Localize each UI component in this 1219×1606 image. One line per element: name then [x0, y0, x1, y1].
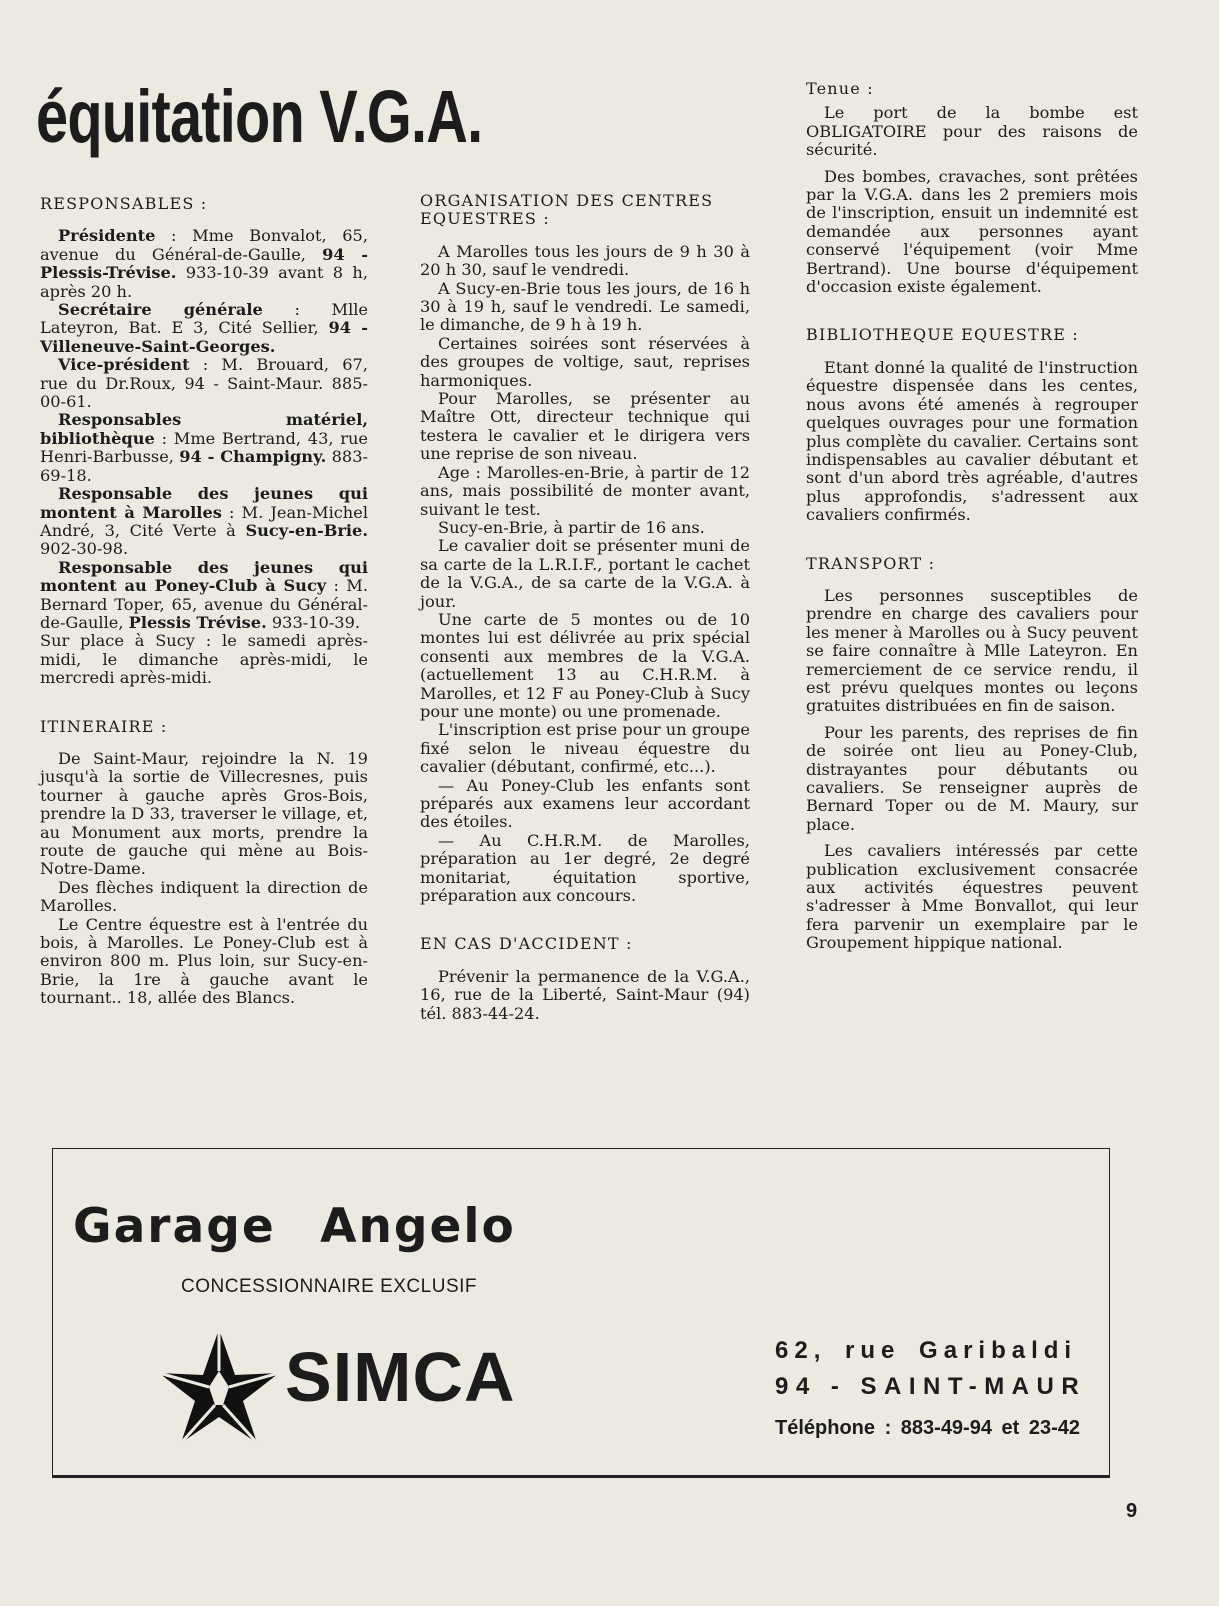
paragraph-vice	[40, 356, 368, 411]
heading-itineraire: ITINERAIRE :	[40, 716, 168, 736]
heading-transport: TRANSPORT :	[806, 553, 936, 573]
paragraph-tenue-1: Le port de la bombe est OBLIGATOIRE pour des raisons de sécurité.	[806, 103, 1138, 160]
paragraph-org-5: Age : Marolles-en-Brie, à partir de 12 ans, mais possibilité de monter avant, suivant le test.	[420, 462, 750, 519]
label-poney: Responsable des jeunes qui montent au Poney-Club à Sucy	[40, 557, 368, 596]
tail-jeunes: 902-30-98.	[40, 539, 129, 559]
text-poney: : M. Bernard Toper, 65, avenue du Général-de-Gaulle,	[40, 576, 369, 632]
paragraph-surplace: Sur place à Sucy : le samedi après-midi, le dimanche après-midi, le mercredi après-midi.	[40, 631, 368, 688]
label-jeunes: Responsable des jeunes qui montent à Marolles	[40, 484, 368, 522]
paragraph-transport-3: Les cavaliers intéressés par cette publication exclusivement consacrée aux activités équestres peuvent s'adresser à Mme Bonvallot, qui leur fera parvenir un exemplaire par le Groupement hippique national.	[806, 841, 1138, 953]
city-materiel: 94 - Champigny.	[179, 447, 327, 467]
label-secretaire: Secrétaire générale	[58, 300, 263, 320]
paragraph-tenue-2: Des bombes, cravaches, sont prêtées par la V.G.A. dans les 2 premiers mois de l'inscription, ensuit un indemnité est demandée aux personnes ayant conservé l'équipement (voir Mme Bertrand). Une bourse d'équipement d'occasion existe également.	[806, 166, 1138, 297]
paragraph-org-3: Certaines soirées sont réservées à des groupes de voltige, saut, reprises harmoniques.	[420, 333, 750, 390]
city-jeunes: Sucy-en-Brie.	[245, 520, 368, 540]
text-jeunes: : M. Jean-Michel André, 3, Cité Verte à	[40, 502, 368, 540]
paragraph-org-2: A Sucy-en-Brie tous les jours, de 16 h 30 à 19 h, sauf le vendredi. Le samedi, le dimanche, de 9 h à 19 h.	[420, 278, 750, 335]
paragraph-presidente	[40, 227, 368, 301]
heading-tenue: Tenue :	[806, 79, 874, 98]
paragraph-transport-2: Pour les parents, des reprises de fin de soirée ont lieu au Poney-Club, distrayantes pour débutants ou cavaliers. Se renseigner auprès de Bernard Toper ou de M. Maury, sur place.	[806, 722, 1138, 834]
text-vice: : M. Brouard, 67, rue du Dr.Roux, 94 - Saint-Maur. 885-00-61.	[40, 355, 368, 412]
paragraph-materiel	[40, 411, 368, 485]
ad-address-city: 94 - SAINT-MAUR	[775, 1373, 1087, 1400]
advertisement-box	[52, 1148, 1110, 1478]
label-materiel: Responsables matériel, bibliothèque	[40, 410, 368, 448]
heading-responsables: RESPONSABLES :	[40, 194, 208, 213]
column-middle	[420, 192, 750, 1023]
paragraph-bibliotheque: Etant donné la qualité de l'instruction équestre dispensée dans les centes, nous avons été amenés à regrouper quelques ouvrages pour une formation plus complète du cavalier. Certains sont indispensables au cavalier débutant et sont d'un abord très agréable, d'autres plus approfondis, s'adressent aux cavaliers confirmés.	[806, 357, 1138, 525]
paragraph-org-1: A Marolles tous les jours de 9 h 30 à 20 h 30, sauf le vendredi.	[420, 241, 750, 280]
tail-poney: 933-10-39.	[266, 612, 361, 632]
paragraph-org-10: — Au Poney-Club les enfants sont préparés aux examens leur accordant des étoiles.	[420, 775, 750, 832]
text-secretaire: : Mlle Lateyron, Bat. E 3, Cité Sellier,	[40, 300, 368, 338]
label-vice: Vice-président	[58, 355, 190, 375]
paragraph-org-11: — Au C.H.R.M. de Marolles, préparation au 1er degré, 2e degré monitariat, équitation sportive, préparation aux concours.	[420, 830, 750, 906]
tail-materiel: 883-69-18.	[40, 447, 368, 485]
heading-organisation: ORGANISATION DES CENTRES EQUESTRES :	[420, 191, 714, 229]
simca-star-logo	[157, 1327, 281, 1445]
city-poney: Plessis Trévise.	[128, 612, 267, 632]
paragraph-org-9: L'inscription est prise pour un groupe fixé selon le niveau équestre du cavalier (débutant, confirmé, etc...).	[420, 720, 750, 777]
ad-garage-name: Garage Angelo	[73, 1199, 516, 1254]
paragraph-secretaire	[40, 301, 368, 356]
city-secretaire: 94 - Villeneuve-Saint-Georges.	[40, 318, 368, 356]
paragraph-org-8: Une carte de 5 montes ou de 10 montes lui est délivrée au prix spécial consenti aux membres de la V.G.A. (actuellement 13 au C.H.R.M. à Marolles, et 12 F au Poney-Club à Sucy pour une monte) ou une promenade.	[420, 609, 750, 721]
ad-telephone: Téléphone : 883-49-94 et 23-42	[775, 1417, 1081, 1439]
text-presidente: : Mme Bonvalot, 65, avenue du Général-de-Gaulle,	[40, 226, 368, 264]
paragraph-jeunes	[40, 485, 368, 559]
label-presidente: Présidente	[58, 226, 156, 246]
ad-address-street: 62, rue Garibaldi	[775, 1337, 1078, 1364]
page-title: équitation V.G.A.	[36, 75, 483, 158]
text-materiel: : Mme Bertrand, 43, rue Henri-Barbusse,	[40, 428, 368, 467]
paragraph-itineraire-1: De Saint-Maur, rejoindre la N. 19 jusqu'à la sortie de Villecresnes, puis tourner à gauche après Gros-Bois, prendre la D 33, traverser le village, et, au Monument aux morts, prendre la route de gauche qui mène au Bois-Notre-Dame.	[40, 748, 368, 879]
paragraph-org-7: Le cavalier doit se présenter muni de sa carte de la L.R.I.F., portant le cachet de la V.G.A., de sa carte de la V.G.A. à jour.	[420, 536, 750, 611]
paragraph-poney	[40, 559, 368, 633]
paragraph-itineraire-3: Le Centre équestre est à l'entrée du bois, à Marolles. Le Poney-Club est à environ 800 m. Plus loin, sur Sucy-en-Brie, la 1re à gauche avant le tournant.. 18, allée des Blancs.	[40, 914, 368, 1008]
heading-accident: EN CAS D'ACCIDENT :	[420, 934, 633, 954]
column-right	[806, 80, 1138, 953]
ad-subtitle: CONCESSIONNAIRE EXCLUSIF	[181, 1276, 477, 1297]
column-left	[40, 195, 368, 1008]
city-presidente: 94 - Plessis-Trévise.	[40, 244, 368, 283]
paragraph-transport-1: Les personnes susceptibles de prendre en charge des cavaliers pour les mener à Marolles ou à Sucy peuvent se faire connaître à Mlle Lateyron. En remerciement de ce service rendu, il est prévu quelques montes ou leçons gratuites distribuées en fin de saison.	[806, 585, 1138, 716]
paragraph-itineraire-2: Des flèches indiquent la direction de Marolles.	[40, 877, 368, 916]
ad-brand: SIMCA	[285, 1338, 516, 1416]
heading-bibliotheque: BIBLIOTHEQUE EQUESTRE :	[806, 325, 1079, 345]
tail-presidente: 933-10-39 avant 8 h, après 20 h.	[40, 263, 368, 301]
paragraph-accident: Prévenir la permanence de la V.G.A., 16, rue de la Liberté, Saint-Maur (94) tél. 883-44-24.	[420, 966, 750, 1023]
paragraph-org-6: Sucy-en-Brie, à partir de 16 ans.	[438, 517, 705, 537]
page-number: 9	[1126, 1500, 1138, 1522]
paragraph-org-4: Pour Marolles, se présenter au Maître Ott, directeur technique qui testera le cavalier et le dirigera vers une reprise de son niveau.	[420, 389, 750, 464]
